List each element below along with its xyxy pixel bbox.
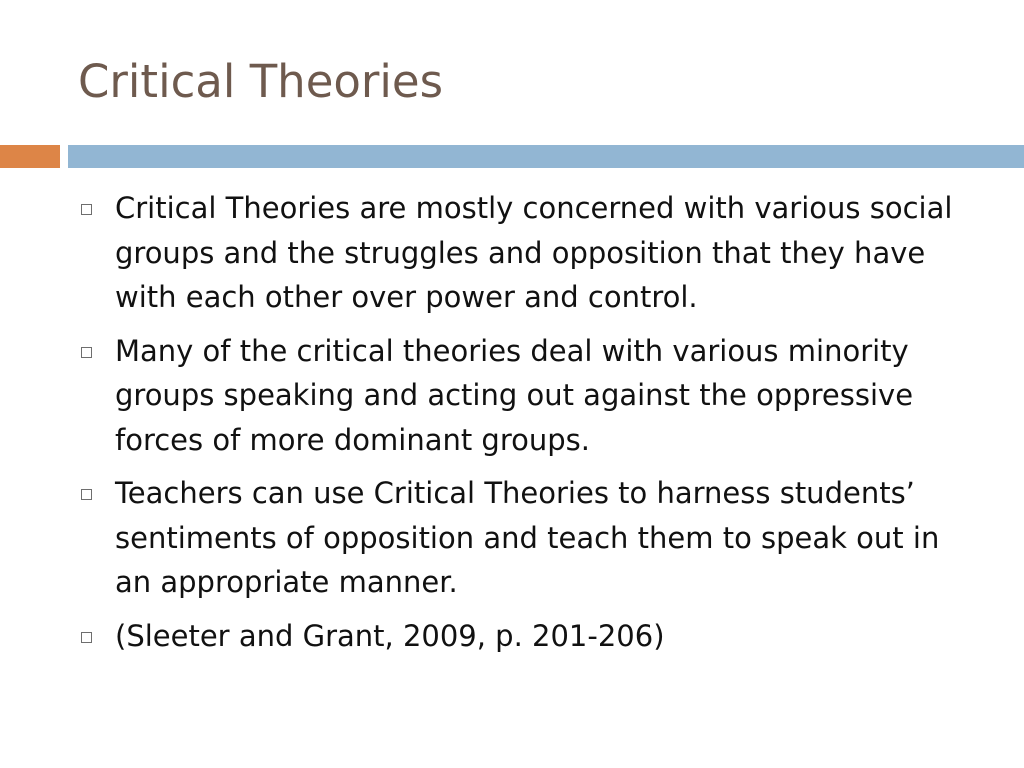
title-divider-bar [68,145,1024,168]
bullet-text: Teachers can use Critical Theories to harness students’ sentiments of opposition and teach them to speak out in an appropriate manner. [115,476,940,599]
title-accent-bar [0,145,60,168]
bullet-list [78,186,978,667]
bullet-text: Many of the critical theories deal with various minority groups speaking and acting out against the oppressive forces of more dominant groups. [115,333,914,457]
hollow-square-bullet-icon [81,347,92,358]
hollow-square-bullet-icon [81,204,92,215]
bullet-item [78,471,978,605]
bullet-text: Critical Theories are mostly concerned with various social groups and the struggles and opposition that they have with each other over power and control. [115,191,953,314]
bullet-item [78,614,978,659]
bullet-item [78,186,978,320]
hollow-square-bullet-icon [81,489,92,500]
bullet-text: (Sleeter and Grant, 2009, p. 201-206) [115,618,665,653]
slide-title: Critical Theories [78,55,444,108]
hollow-square-bullet-icon [81,632,92,643]
bullet-item [78,329,978,463]
